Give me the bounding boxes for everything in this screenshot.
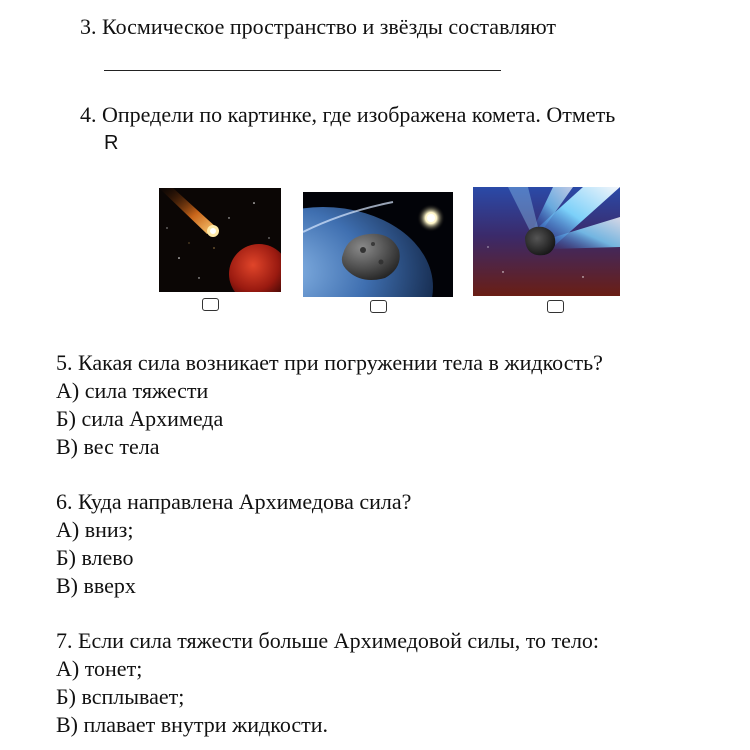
question-7-text: 7. Если сила тяжести больше Архимедовой силы, то тело: xyxy=(56,628,600,653)
question-5-option-c[interactable]: В) вес тела xyxy=(56,434,160,459)
glowing-meteor-image xyxy=(473,187,620,296)
question-4-continuation: R xyxy=(104,132,119,154)
question-5-option-b[interactable]: Б) сила Архимеда xyxy=(56,406,224,431)
checkbox-image-3[interactable] xyxy=(547,300,564,313)
comet-over-red-planet-image xyxy=(159,188,281,292)
question-6-text: 6. Куда направлена Архимедова сила? xyxy=(56,489,412,514)
question-4-text: 4. Определи по картинке, где изображена комета. Отметь xyxy=(80,102,616,127)
question-7-option-c[interactable]: В) плавает внутри жидкости. xyxy=(56,712,329,737)
question-6-option-b[interactable]: Б) влево xyxy=(56,545,134,570)
question-7-option-b[interactable]: Б) всплывает; xyxy=(56,684,185,709)
checkbox-image-2[interactable] xyxy=(370,300,387,313)
question-6-option-c[interactable]: В) вверх xyxy=(56,573,136,598)
question-3-text: 3. Космическое пространство и звёзды составляют xyxy=(80,14,557,39)
answer-blank-line[interactable] xyxy=(104,70,501,71)
question-7-option-a[interactable]: А) тонет; xyxy=(56,656,143,681)
question-5-option-a[interactable]: А) сила тяжести xyxy=(56,378,209,403)
question-5-text: 5. Какая сила возникает при погружении тела в жидкость? xyxy=(56,350,603,375)
question-6-option-a[interactable]: А) вниз; xyxy=(56,517,134,542)
asteroid-over-earth-image xyxy=(303,192,453,297)
checkbox-image-1[interactable] xyxy=(202,298,219,311)
